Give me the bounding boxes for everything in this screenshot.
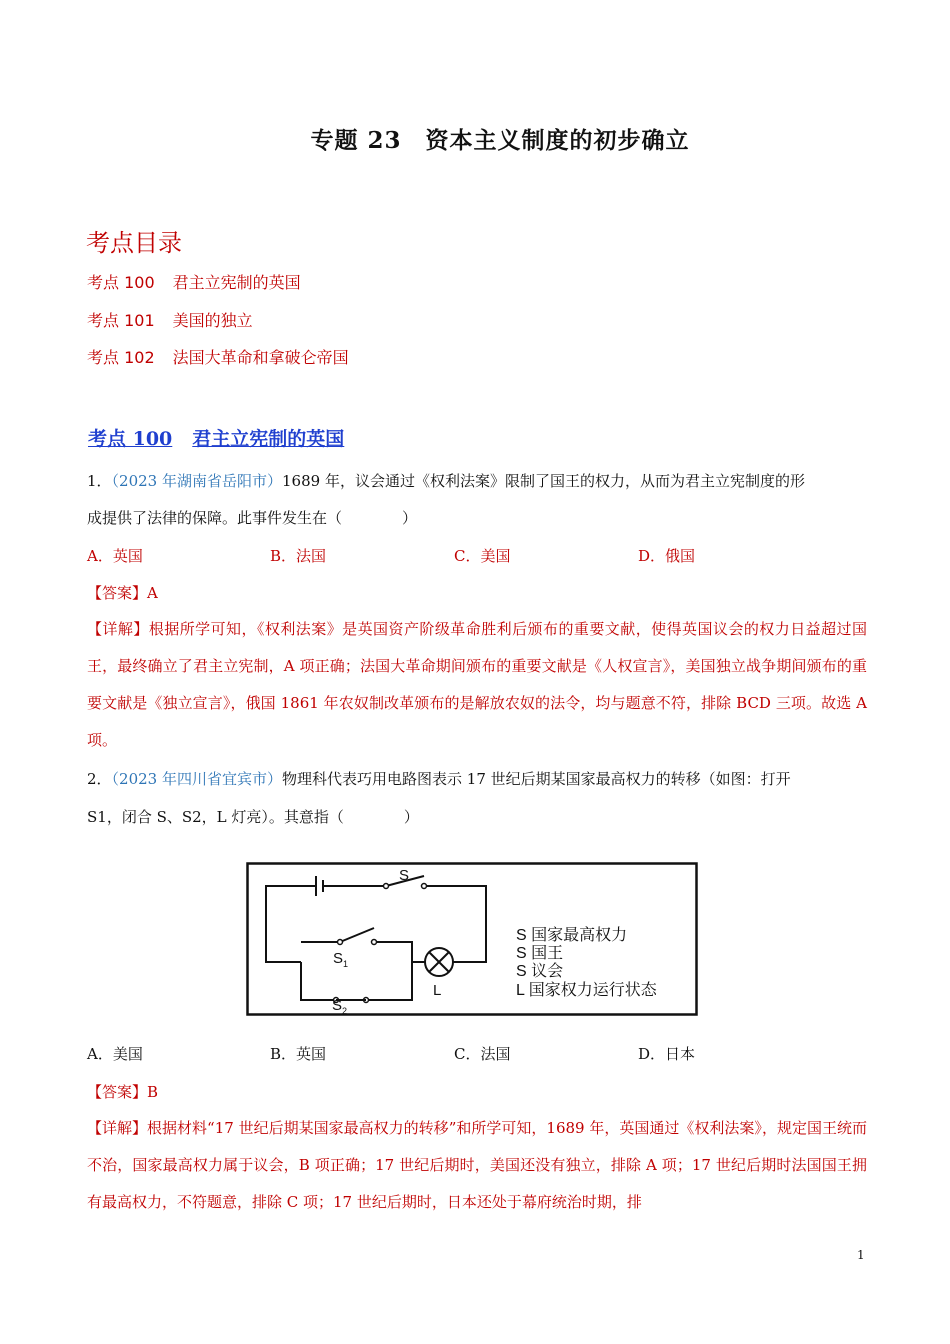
q2-analysis [87, 1110, 867, 1221]
q1-source: （2023 年湖南省岳阳市） [111, 472, 282, 490]
circuit-wires [266, 876, 486, 1000]
q1-analysis [87, 611, 867, 759]
q1-stem-1: 1689 年，议会通过《权利法案》限制了国王的权力，从而为君主立宪制度的形 [282, 472, 805, 490]
q1-analysis-text: 根据所学可知，《权利法案》是英国资产阶级革命胜利后颁布的重要文献，使得英国议会的权力日益超过国王，最终确立了君主立宪制，A 项正确；法国大革命期间颁布的重要文献是《人权宣言》，美国独立战争期间颁布的重要文献是《独立宣言》，俄国 1861 年农奴制改革颁布的是解放农奴的法令，均与题意不符，排除 BCD 三项。故选 A 项。 [87, 620, 867, 749]
q2-number: 2． [87, 770, 112, 788]
q1-option-b[interactable]: B．法国 [270, 547, 327, 565]
toc-item-101[interactable] [87, 308, 253, 331]
toc-item-num: 考点 102 [87, 348, 155, 367]
q1-line1 [87, 470, 805, 491]
q2-option-d[interactable]: D．日本 [638, 1045, 696, 1063]
toc-item-num: 考点 100 [87, 273, 155, 292]
q2-option-c[interactable]: C．法国 [454, 1045, 511, 1063]
q1-option-a[interactable]: A．英国 [87, 547, 143, 565]
toc-item-102[interactable] [87, 345, 349, 368]
legend-2: S 国王 [516, 945, 564, 962]
q2-source: （2023 年四川省宜宾市） [111, 770, 282, 788]
toc-heading: 考点目录 [86, 229, 182, 257]
section-label: 君主立宪制的英国 [192, 428, 345, 450]
q2-option-b[interactable]: B．英国 [270, 1045, 327, 1063]
label-l: L [433, 982, 442, 999]
section-heading [88, 424, 344, 451]
page-title: 专题 23 资本主义制度的初步确立 [310, 127, 690, 154]
label-s: S [399, 867, 410, 884]
label-s1: $S_1$ [333, 950, 349, 969]
toc-item-100[interactable] [87, 270, 301, 293]
section-num: 考点 100 [88, 428, 173, 450]
q2-option-a[interactable]: A．美国 [87, 1045, 143, 1063]
q2-stem-2: S1，闭合 S、S2，L 灯亮）。其意指（ ） [87, 808, 419, 826]
toc-item-num: 考点 101 [87, 311, 155, 330]
q2-analysis-label: 【详解】 [87, 1119, 148, 1137]
legend-3: S 议会 [516, 963, 564, 980]
lamp-icon [425, 948, 453, 976]
legend-1: S 国家最高权力 [516, 927, 628, 944]
legend-4: L 国家权力运行状态 [516, 982, 657, 999]
q1-number: 1． [87, 472, 112, 490]
q1-analysis-label: 【详解】 [87, 620, 149, 638]
q1-option-c[interactable]: C．美国 [454, 547, 511, 565]
q2-line1 [87, 768, 791, 789]
q1-option-d[interactable]: D．俄国 [638, 547, 696, 565]
q2-stem-1: 物理科代表巧用电路图表示 17 世纪后期某国家最高权力的转移（如图：打开 [282, 770, 791, 788]
q1-stem-2: 成提供了法律的保障。此事件发生在（ ） [87, 509, 418, 527]
q2-analysis-text: 根据材料“17 世纪后期某国家最高权力的转移”和所学可知，1689 年，英国通过《权利法案》，规定国王统而不治，国家最高权力属于议会，B 项正确；17 世纪后期时，美国还没有独立，排除 A 项；17 世纪后期时法国国王拥有最高权力，不符题意，排除 C 项；17 世纪后期时，日本还处于幕府统治时期，排 [87, 1119, 867, 1211]
toc-item-label: 法国大革命和拿破仑帝国 [172, 348, 349, 367]
circuit-diagram [246, 862, 698, 1016]
page-number: 1 [857, 1248, 865, 1262]
q1-answer: 【答案】A [87, 584, 158, 602]
label-s2: $S_2$ [332, 997, 348, 1016]
q2-answer: 【答案】B [87, 1083, 159, 1101]
toc-item-label: 美国的独立 [172, 311, 253, 330]
toc-item-label: 君主立宪制的英国 [172, 273, 301, 292]
